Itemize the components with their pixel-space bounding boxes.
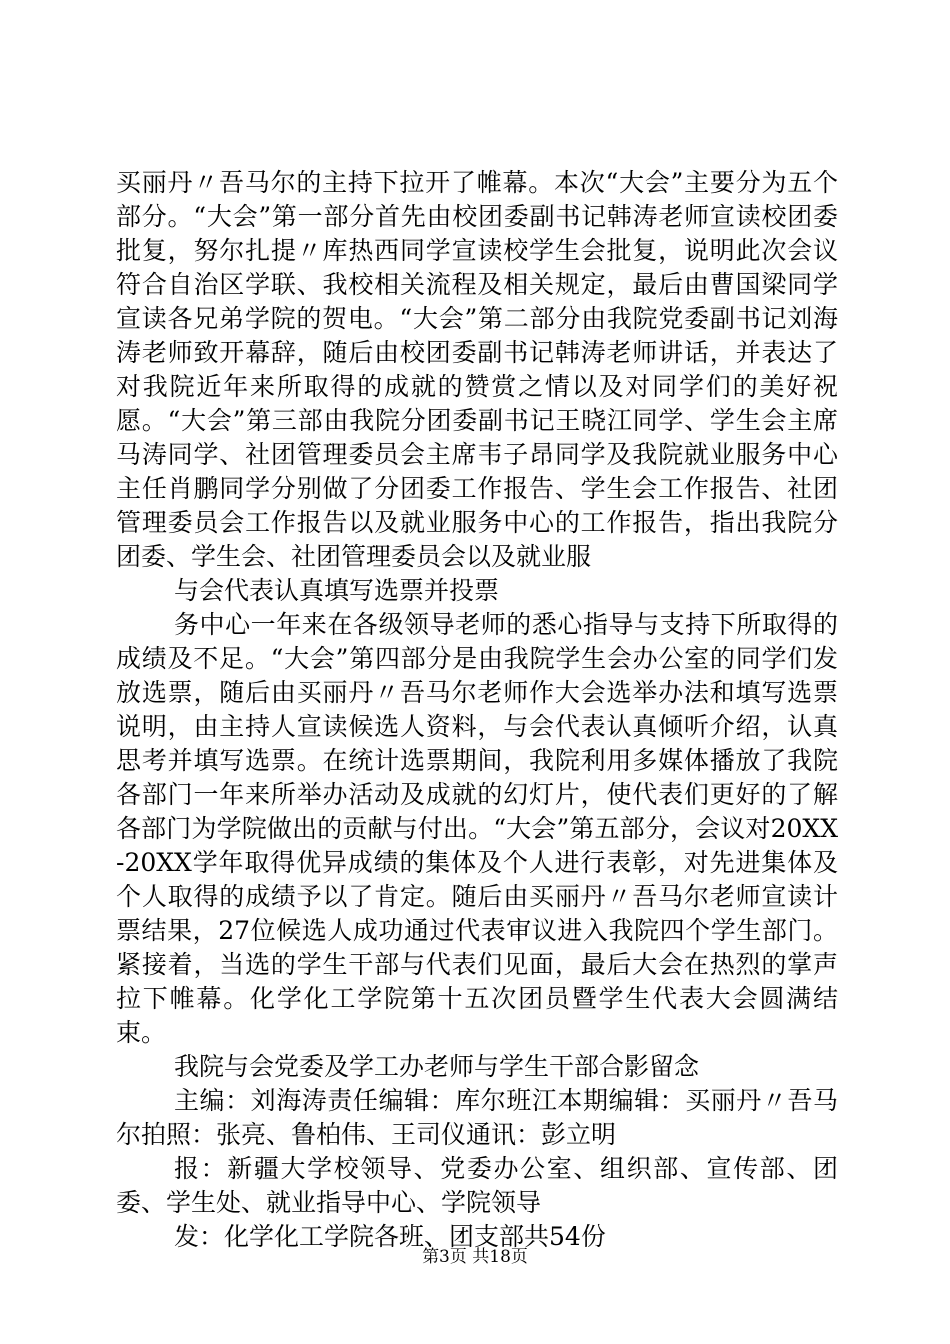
photo-caption-voting: 与会代表认真填写选票并投票 <box>174 576 500 605</box>
editorial-credits: 主编：刘海涛责任编辑：库尔班江本期编辑：买丽丹〃吾马尔拍照：张亮、鲁柏伟、王司仪通讯：彭立明 <box>116 1086 838 1149</box>
report-to-line: 报：新疆大学校领导、党委办公室、组织部、宣传部、团委、学生处、就业指导中心、学院领导 <box>116 1154 838 1217</box>
page-number-footer: 第3页 共18页 <box>422 1247 528 1267</box>
body-paragraph-2: 务中心一年来在各级领导老师的悉心指导与支持下所取得的成绩及不足。“大会”第四部分是由我院学生会办公室的同学们发放选票，随后由买丽丹〃吾马尔老师作大会选举办法和填写选票说明，由主持人宣读候选人资料，与会代表认真倾听介绍，认真思考并填写选票。在统计选票期间，我院利用多媒体播放了我院各部门一年来所举办活动及成就的幻灯片，使代表们更好的了解各部门为学院做出的贡献与付出。“大会”第五部分，会议对20XX-20XX学年取得优异成绩的集体及个人进行表彰，对先进集体及个人取得的成绩予以了肯定。随后由买丽丹〃吾马尔老师宣读计票结果，27位候选人成功通过代表审议进入我院四个学生部门。紧接着，当选的学生干部与代表们见面，最后大会在热烈的掌声拉下帷幕。化学化工学院第十五次团员暨学生代表大会圆满结束。 <box>116 610 838 1047</box>
distribute-to-line: 发：化学化工学院各班、团支部共54份 <box>174 1222 606 1251</box>
photo-caption-group: 我院与会党委及学工办老师与学生干部合影留念 <box>174 1052 700 1081</box>
body-paragraph-1: 买丽丹〃吾马尔的主持下拉开了帷幕。本次“大会”主要分为五个部分。“大会”第一部分首先由校团委副书记韩涛老师宣读校团委批复，努尔扎提〃库热西同学宣读校学生会批复，说明此次会议符合自治区学联、我校相关流程及相关规定，最后由曹国梁同学宣读各兄弟学院的贺电。“大会”第二部分由我院党委副书记刘海涛老师致开幕辞，随后由校团委副书记韩涛老师讲话，并表达了对我院近年来所取得的成就的赞赏之情以及对同学们的美好祝愿。“大会”第三部由我院分团委副书记王晓江同学、学生会主席马涛同学、社团管理委员会主席韦子昂同学及我院就业服务中心主任肖鹏同学分别做了分团委工作报告、学生会工作报告、社团管理委员会工作报告以及就业服务中心的工作报告，指出我院分团委、学生会、社团管理委员会以及就业服 <box>116 168 838 571</box>
document-body <box>116 166 838 1254</box>
